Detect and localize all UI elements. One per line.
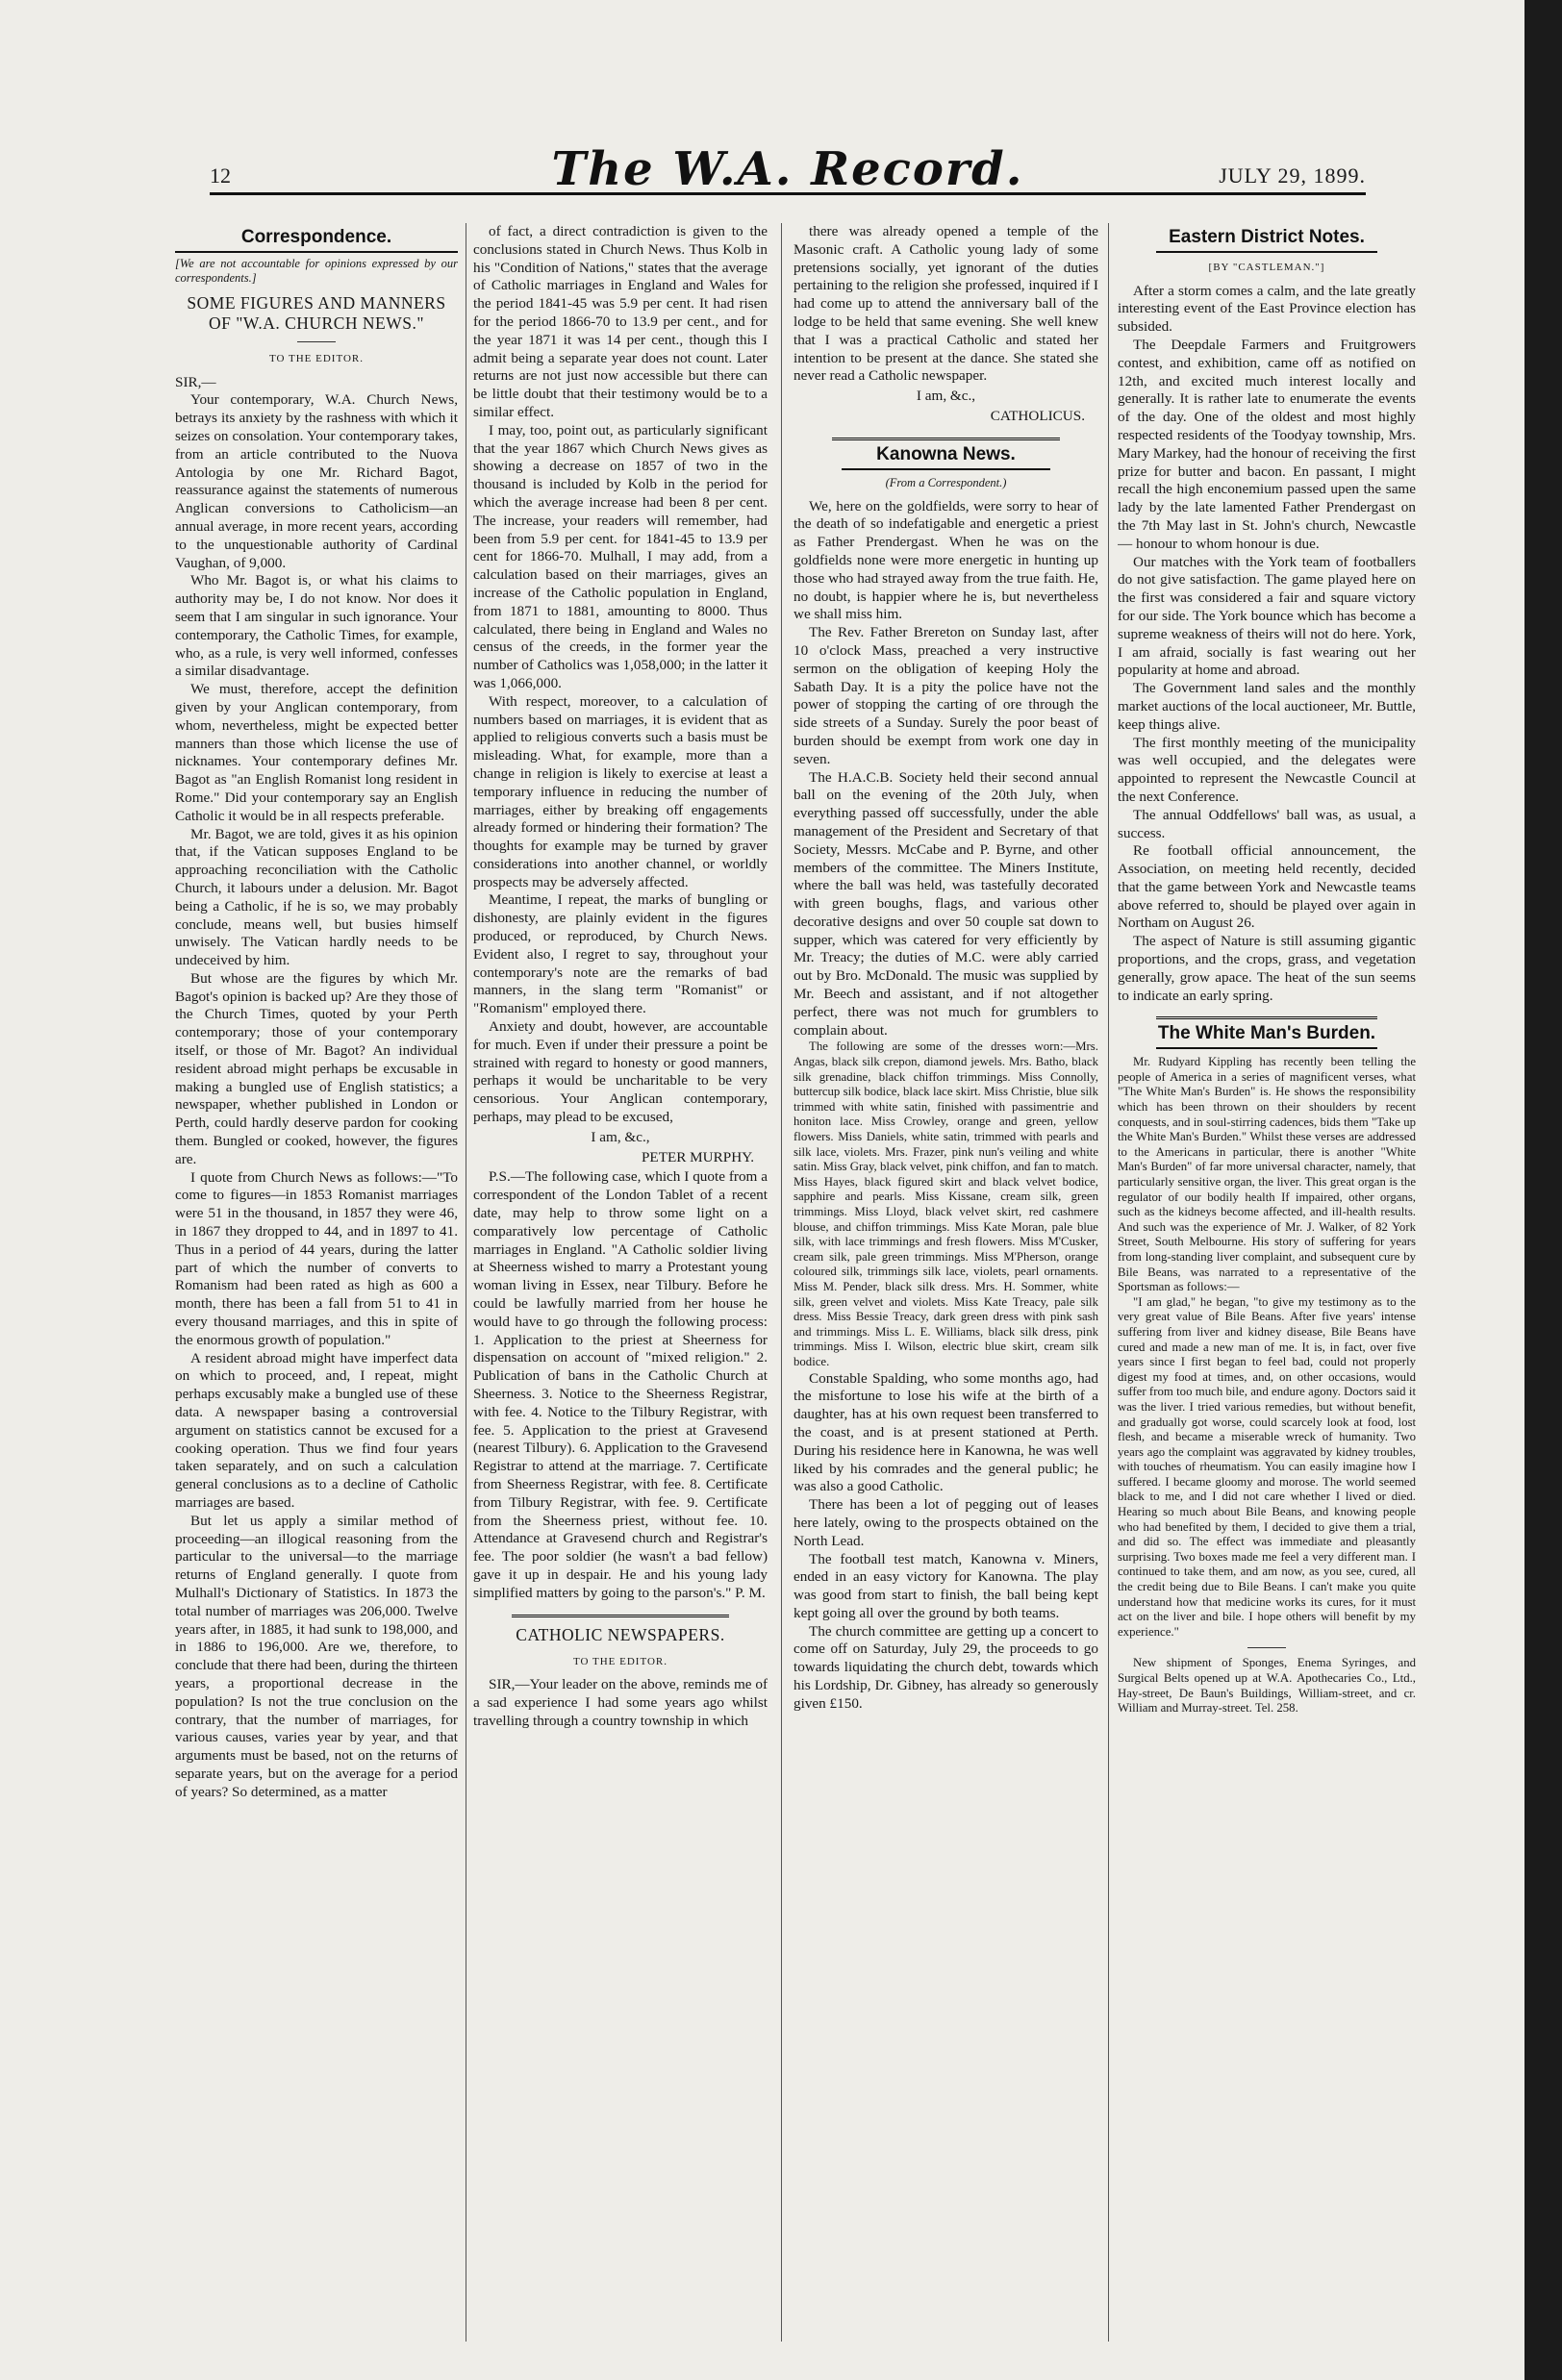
paragraph: Constable Spalding, who some months ago, had the misfortune to lose his wife at the birth of a daughter, has at his own request been transferred to the coast, and is at present stationed at Perth. During his residence here in Kanowna, he was well liked by his comrades and the general public; he was also a good Catholic.: [794, 1369, 1098, 1495]
advertorial-paragraph: Mr. Rudyard Kippling has recently been telling the people of America in a series of magnificent verses, what "The White Man's Burden" is. He shows the responsibility which has been thrown on their shoulders by recent conquests, and in soul-stirring cadences, bids them "Take up the White Man's Burden." Whilst these verses are addressed to the Americans in particular, there is another "White Man's Burden" of far more universal character, namely, that particularly sensitive organ, the liver. This great organ is the regulator of our bodily health If impaired, other organs, such as the kidneys become affected, and ill-health results. And such was the experience of Mr. J. Walker, of 82 York Street, South Melbourne. His story of suffering for years from long-standing liver complaint, and subsequent cure by Bile Beans, was narrated to a representative of the Sportsman as follows:—: [1118, 1055, 1416, 1294]
paragraph: With respect, moreover, to a calculation of numbers based on marriages, it is evident that as applied to religious converts such a basis must be misleading. What, for example, more than a change in religion is likely to exercise at least a temporary influence in reducing the number of marriages, either by breaking off engagements already formed or hindering their formation? The thoughts for example may be turned by graver considerations into another channel, or worldly prospects may be adversely affected.: [473, 692, 768, 890]
paragraph: We must, therefore, accept the definition given by your Anglican contemporary, from whom, nevertheless, might be expected better manners than those which license the use of nicknames. Your contemporary defines Mr. Bagot as "an English Romanist long resident in Rome." Did your contemporary say an English Catholic it would be in all respects preferable.: [175, 681, 458, 824]
column-kanowna: [794, 223, 1098, 2343]
section-heading: The White Man's Burden.: [1157, 1023, 1376, 1044]
section-rule: [1156, 251, 1377, 253]
disclaimer: [We are not accountable for opinions expressed by our correspondents.]: [175, 256, 458, 285]
paragraph: The Rev. Father Brereton on Sunday last, after 10 o'clock Mass, preached a very instructive sermon on the obligation of keeping Holy the Sabath Day. It is a pity the police have not the power of stopping the carting of ore through the side streets of a Sunday. Surely the poor beast of burden should be exempt from work one day in seven.: [794, 624, 1098, 767]
signature: PETER MURPHY.: [641, 1148, 754, 1165]
paragraph: SIR,—Your leader on the above, reminds me of a sad experience I had some years ago whilst travelling through a country township in which: [473, 1676, 768, 1729]
section-heading: Eastern District Notes.: [1169, 227, 1365, 247]
paragraph: But let us apply a similar method of proceeding—an illogical reasoning from the particular to the universal—to the marriage returns of England generally. I quote from Mulhall's Dictionary of Statistics. In 1873 the total number of marriages was 206,000. Twelve years after, in 1885, it had sunk to 198,000, and in 1886 to 196,000. Are we, therefore, to conclude that there had been, during the thirteen years, a proportional decrease in the population? Is not the true conclusion on the contrary, that the number of marriages, for various causes, varies year by year, and that arguments must be based, not on the returns of separate years, but on the average for a period of years? So determined, as a matter: [175, 1512, 458, 1800]
divider: [297, 341, 336, 342]
divider: [832, 438, 1060, 440]
section-heading: Correspondence.: [240, 227, 392, 247]
paragraph: The church committee are getting up a concert to come off on Saturday, July 29, the proceeds to go towards liquidating the church debt, towards which his Lordship, Dr. Gibney, has already so generously given £150.: [794, 1622, 1098, 1712]
page-header: [210, 142, 1366, 196]
to-editor: TO THE EDITOR.: [268, 352, 365, 364]
column-eastern-district: [1118, 223, 1416, 2343]
closing: I am, &c.,: [916, 388, 976, 405]
paragraph: The Government land sales and the monthly market auctions of the local auctioneer, Mr. Buttle, keep things alive.: [1118, 680, 1416, 733]
salutation: SIR,—: [175, 373, 216, 390]
paragraph: A resident abroad might have imperfect data on which to proceed, and, I repeat, might perhaps excusably make a bungled use of these data. A newspaper basing a controversial argument on statistics cannot be excused for a cooking operation. Thus we find four years taken separately, and on such a calculation general conclusions as to a decline of Catholic marriages are based.: [175, 1349, 458, 1511]
masthead: The W.A. Record.: [551, 142, 1024, 196]
from-correspondent: (From a Correspondent.): [885, 475, 1007, 489]
scan-border: [1525, 0, 1562, 2380]
signature: CATHOLICUS.: [990, 407, 1085, 424]
paragraph: The annual Oddfellows' ball was, as usual, a success.: [1118, 806, 1416, 841]
page-number: 12: [210, 163, 231, 188]
byline: [BY "CASTLEMAN."]: [1208, 261, 1325, 273]
paragraph: There has been a lot of pegging out of leases here lately, owing to the prospects obtained on the North Lead.: [794, 1496, 1098, 1549]
paragraph: We, here on the goldfields, were sorry to hear of the death of so indefatigable and energetic a priest as Father Prendergast. When he was on the goldfields none were more energetic in hunting up those who had strayed away from the true faith. He, no doubt, is happier where he is, but nevertheless we shall miss him.: [794, 497, 1098, 623]
paragraph: I quote from Church News as follows:—"To come to figures—in 1853 Romanist marriages were 51 in the thousand, in 1857 they were 46, in 1867 they dropped to 44, and in 1897 to 41. Thus in a period of 44 years, during the latter part of which the number of converts to Romanism had been rated as high as 600 a month, there has been a fall from 51 to 41 in every thousand marriages, and this in spite of the enormous growth of population.": [175, 1168, 458, 1348]
section-rule: [842, 468, 1050, 470]
to-editor: TO THE EDITOR.: [572, 1655, 668, 1667]
divider: [1156, 1016, 1377, 1019]
paragraph: Our matches with the York team of footballers do not give satisfaction. The game played here on the first was considered a fair and square victory for our side. The York bounce which has become a supreme weakness of theirs will not do here. York, I am afraid, socially is fast wearing out her popularity at home and abroad.: [1118, 553, 1416, 679]
postscript: P.S.—The following case, which I quote from a correspondent of the London Tablet of a recent date, may help to throw some light on a comparatively low percentage of Catholic marriages in England. "A Catholic soldier living at Sheerness wished to marry a Protestant young woman living in Essex, near Tilbury. Before he could be lawfully married from her house he would have to go through the following process: 1. Application to the priest at Sheerness for dispensation on account of "mixed religion." 2. Publication of bans in the Catholic Church at Sheerness. 3. Notice to the Sheerness Registrar, with fee. 4. Notice to the Tilbury Registrar, with fee. 5. Application to the priest at Gravesend (nearest Tilbury). 6. Application to the Gravesend Registrar to attend at the marriage. 7. Certificate from Sheerness Registrar, with fee. 8. Certificate from Tilbury Registrar, with fee. 9. Certificate from the Sheerness priest, without fee. 10. Attendance at Gravesend church and Registrar's fee. The poor soldier (he wasn't a bad fellow) gave it up in despair. He and his young lady simplified matters by going to the parson's." P. M.: [473, 1168, 768, 1601]
paragraph: there was already opened a temple of the Masonic craft. A Catholic young lady of some pretensions socially, yet ignorant of the duties pertaining to the religion she professed, inquired if I had come up to attend the anniversary ball of the lodge to be held that same evening. She well knew that I was a practical Catholic and stated her intention to be present at the dance. She stated she never read a Catholic newspaper.: [794, 223, 1098, 385]
paragraph: of fact, a direct contradiction is given to the conclusions stated in Church News. Thus Kolb in his "Condition of Nations," states that the average of Catholic marriages in England and Wales for the period 1841-45 was 5.9 per cent. It had risen for the period 1866-70 to 13.9 per cent., and for the year 1871 it was 14 per cent., though this I admit being a separate year does not count. Later returns are not just now accessible but there can be little doubt that their testimony would be to a similar effect.: [473, 223, 768, 420]
column-correspondence: [175, 223, 458, 2343]
paragraph: Mr. Bagot, we are told, gives it as his opinion that, if the Vatican supposes England to be approaching reconciliation with the Catholic Church, it labours under a delusion. Mr. Bagot being a Catholic, if he is so, we may probably conclude, means well, but busies himself unwisely. The Vatican hardly needs to be undeceived by him.: [175, 825, 458, 969]
paragraph: The first monthly meeting of the municipality was well occupied, and the delegates were appointed to represent the Newcastle Council at the next Conference.: [1118, 734, 1416, 805]
header-rule: [210, 192, 1366, 195]
section-rule: [1156, 1047, 1377, 1049]
paragraph: I may, too, point out, as particularly significant that the year 1867 which Church News gives as showing a decrease on 1857 of two in the thousand is included by Kolb in the period for which the average increase had been 8 per cent. The increase, your readers will remember, had been from 5.9 per cent. for 1841-45 to 13.9 per cent for 1866-70. Mulhall, I may add, from a calculation based on their marriages, gives an increase of the Catholic population in England, from 1871 to 1881, amounting to 8000. Thus calculated, there being in England and Wales no census of the creeds, in the former year the number of Catholics was 1,058,000; in the latter it was 1,066,000.: [473, 421, 768, 691]
paragraph: The Deepdale Farmers and Fruitgrowers contest, and exhibition, came off as notified on 12th, and excited much interest locally and generally. It is rather late to enumerate the events of the day. One of the oldest and most highly respected residents of the Toodyay township, Mrs. Mary Markey, had the honour of receiving the first prize for butter and bacon. En passant, I might recall the high enconemium passed upen the same lady by the late lamented Father Prendergast on the 7th May last in St. John's church, Newcastle — honour to whom honour is due.: [1118, 336, 1416, 552]
paragraph: After a storm comes a calm, and the late greatly interesting event of the East Province election has subsided.: [1118, 282, 1416, 336]
paragraph: Your contemporary, W.A. Church News, betrays its anxiety by the rashness with which it seizes on consolation. Your contemporary takes, from an article contributed to the Nuova Antologia by one Mr. Richard Bagot, reassurance against the statements of numerous Anglican conversions to Catholicism—an annual average, in more recent years, according to the unquestionable authority of Cardinal Vaughan, of 9,000.: [175, 391, 458, 571]
dress-list: The following are some of the dresses worn:—Mrs. Angas, black silk crepon, diamond jewels. Mrs. Batho, black silk grenadine, black chiffon trimmings. Miss Connolly, buttercup silk bodice, black lace skirt. Miss Christie, blue silk trimmed with white satin, finished with passimentrie and honiton lace. Miss Crowley, orange and green, yellow flowers. Miss Daniels, white satin, trimmed with pearls and silk lace, violets. Mrs. Frazer, pink nun's veiling and white satin. Miss Gray, black velvet, pink chiffon, and fan to match. Miss Hayes, black figured skirt and black velvet bodice, sapphire and pearls. Miss Kissane, cream silk, green trimmings. Miss Lloyd, black velvet skirt, red cashmere blouse, and chiffon trimmings. Miss Kate Moran, pale blue silk, with lace trimmings and fresh flowers. Miss M'Cusker, cream silk, pale green trimmings. Miss M'Pherson, orange coloured silk, trimmings silk lace, violets, pearl ornaments. Miss M. Pender, black silk dress. Mrs. H. Sommer, white silk, green velvet and violets. Miss Kate Treacy, pale silk dress. Miss Bessie Treacy, dark green dress with pink sash and trimmings. Miss L. E. Williams, black silk dress, pink trimmings. Miss I. Wilson, electric blue skirt, cream silk bodice.: [794, 1040, 1098, 1368]
paragraph: Re football official announcement, the Association, on meeting held recently, decided that the game between York and Newcastle teams above referred to, should be played over again in Northam on August 26.: [1118, 842, 1416, 932]
paragraph: The H.A.C.B. Society held their second annual ball on the evening of the 20th July, when everything passed off successfully, under the able management of the President and Secretary of that Society, Messrs. McCabe and P. Byrne, and other members of the committee. The Miners Institute, where the ball was held, was tastefully decorated with green boughs, flags, and various other decorative designs and over 50 couple sat down to supper, which was catered for very efficiently by Mr. Treacy; the duties of M.C. were ably carried out by Bro. McDonald. The music was supplied by Mr. Beech and assistant, and if not altogether perfect, there was not much for grumblers to complain about.: [794, 768, 1098, 1039]
paragraph: The football test match, Kanowna v. Miners, ended in an easy victory for Kanowna. The play was good from start to finish, the ball being kept kept going all over the ground by both teams.: [794, 1550, 1098, 1621]
section-rule: [175, 251, 458, 253]
issue-date: JULY 29, 1899.: [1219, 163, 1366, 188]
paragraph: But whose are the figures by which Mr. Bagot's opinion is backed up? Are they those of the Church Times, quoted by your Perth contemporary; those of your contemporary itself, or those of Mr. Bagot? An individual resident abroad might perhaps be excusable in making a bungled use of English statistics; a newspaper, whether published in London or Perth, could hardly deserve pardon for cooking them. Bungled or cooked, however, the figures are.: [175, 969, 458, 1167]
article-headline: SOME FIGURES AND MANNERS OF "W.A. CHURCH NEWS.": [187, 292, 446, 333]
article-headline: CATHOLIC NEWSPAPERS.: [516, 1624, 725, 1644]
column-letter-continued: [473, 223, 768, 2343]
section-heading: Kanowna News.: [876, 443, 1016, 464]
column-divider: [781, 223, 782, 2342]
paragraph: The aspect of Nature is still assuming gigantic proportions, and the crops, grass, and vegetation generally, grow apace. The heat of the sun seems to indicate an early spring.: [1118, 933, 1416, 1004]
paragraph: Anxiety and doubt, however, are accountable for much. Even if under their pressure a point be strained with regard to honesty or good manners, perhaps it would be uncharitable to be very censorious. Your Anglican contemporary, perhaps, may plead to be excused,: [473, 1018, 768, 1126]
divider: [1247, 1647, 1286, 1648]
advertorial-paragraph: "I am glad," he began, "to give my testimony as to the very great value of Bile Beans. After five years' intense suffering from liver and kidney disease, Bile Beans have cured and made a new man of me. It is, in fact, over five years since I first began to feel bad, could not properly digest my food at times, and, on other occasions, would suffer from too much bile, and endure agony. Doctors said it was the liver. I tried various remedies, but without benefit, and gradually got worse, could scarcely look at food, lost flesh, and became a miserable wreck of humanity. Two years ago the complaint was aggravated by kidney troubles, with touches of rheumatism. You can easily imagine how I suffered. I became gloomy and morose. The world seemed black to me, and I did not care whether I lived or died. Hearing so much about Bile Beans, and knowing people who had benefited by them, I decided to give them a trial, and did so. The effect was immediate and pleasantly surprising. Two boxes made me feel a very different man. I continued to take them, and am now, as you see, cured, all the credit being due to Bile Beans. I can't make you quite understand how that medicine works its cures, for it must act on the liver and bile. I hope others will benefit by my experience.": [1118, 1294, 1416, 1639]
paragraph: Meantime, I repeat, the marks of bungling or dishonesty, are plainly evident in the figures produced, or reproduced, by Church News. Evident also, I regret to say, throughout your contemporary's note are the remarks of bad manners, in the slang term "Romanist" or "Romanism" employed there.: [473, 891, 768, 1017]
divider: [512, 1615, 729, 1617]
closing: I am, &c.,: [591, 1128, 650, 1145]
column-divider: [1108, 223, 1109, 2342]
advertisement: New shipment of Sponges, Enema Syringes, and Surgical Belts opened up at W.A. Apothecaries Co., Ltd., Hay-street, De Baun's Buildings, William-street, and cr. William and Murray-street. Tel. 258.: [1118, 1656, 1416, 1716]
paragraph: Who Mr. Bagot is, or what his claims to authority may be, I do not know. Nor does it seem that I am singular in such ignorance. Your contemporary, the Catholic Times, for example, who, as a rule, is very well informed, confesses a similar disadvantage.: [175, 572, 458, 680]
